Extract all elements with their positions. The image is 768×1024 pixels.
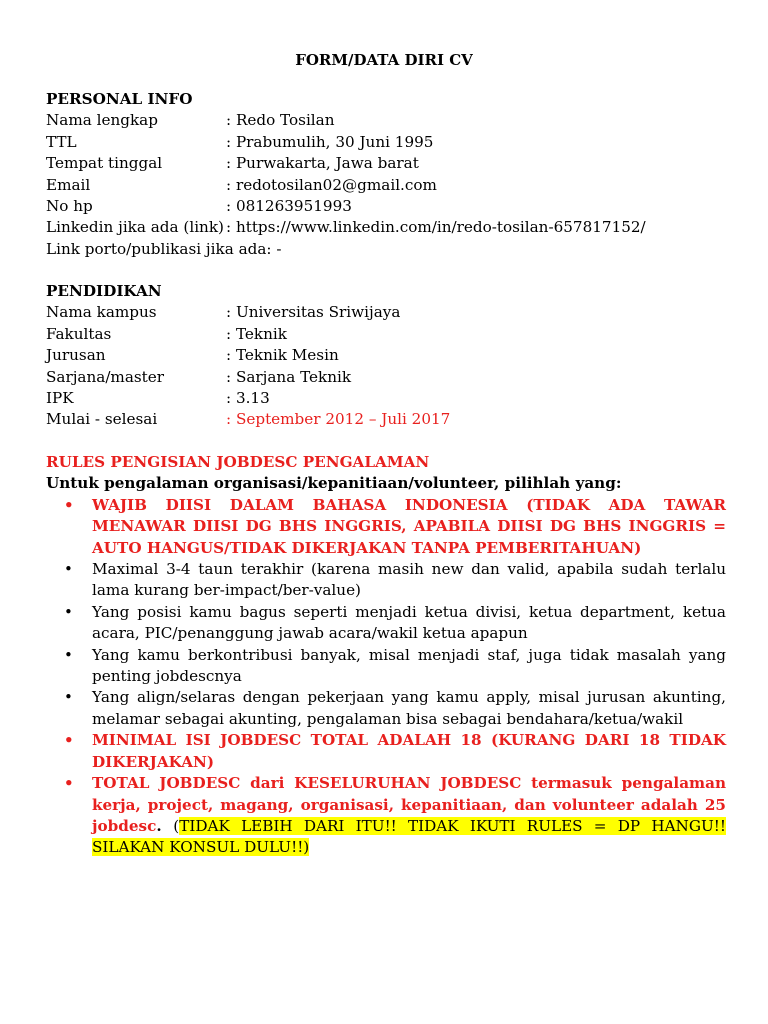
field-value: : redotosilan02@gmail.com	[226, 175, 437, 194]
list-item-text: TOTAL JOBDESC dari KESELURUHAN JOBDESC termasuk pengalaman kerja, project, magang, organisasi, kepanitiaan, dan volunteer adalah 25 jobdesc	[92, 774, 726, 835]
pendidikan-heading: PENDIDIKAN	[46, 282, 162, 300]
field-label: TTL	[46, 132, 77, 151]
bullet-icon: •	[64, 731, 74, 750]
field-row-ttl	[46, 132, 726, 153]
field-label: Sarjana/master	[46, 367, 165, 386]
field-row-sarjana	[46, 367, 726, 388]
rules-list	[46, 495, 726, 859]
field-label: Mulai - selesai	[46, 410, 158, 429]
bullet-icon: •	[64, 645, 73, 664]
period-text: .	[156, 816, 162, 835]
field-row-fakultas	[46, 324, 726, 345]
field-label: Fakultas	[46, 324, 112, 343]
field-row-nama	[46, 110, 726, 131]
list-item-text: MINIMAL ISI JOBDESC TOTAL ADALAH 18 (KURANG DARI 18 TIDAK DIKERJAKAN)	[92, 731, 726, 771]
field-value: : 3.13	[226, 389, 270, 408]
field-label: Linkedin jika ada (link)	[46, 218, 224, 237]
field-value: : Teknik Mesin	[226, 346, 339, 365]
field-row-kampus	[46, 302, 726, 323]
personal-info-heading: PERSONAL INFO	[46, 90, 193, 108]
list-item	[46, 687, 726, 730]
field-row-email	[46, 175, 726, 196]
field-value: : Universitas Sriwijaya	[226, 303, 401, 322]
list-item-text: Maximal 3-4 taun terakhir (karena masih new dan valid, apabila sudah terlalu lama kurang ber-impact/ber-value)	[92, 560, 726, 600]
field-value: : Redo Tosilan	[226, 111, 335, 130]
personal-info-section	[46, 89, 726, 260]
field-row-no-hp	[46, 196, 726, 217]
field-label: Nama kampus	[46, 303, 157, 322]
field-value: : Sarjana Teknik	[226, 367, 352, 386]
field-label: Jurusan	[46, 346, 106, 365]
rules-subheading: Untuk pengalaman organisasi/kepanitiaan/volunteer, pilihlah yang:	[46, 474, 622, 493]
field-row-linkedin	[46, 217, 726, 238]
bullet-icon: •	[64, 560, 73, 579]
list-item-text: Yang posisi kamu bagus seperti menjadi ketua divisi, ketua department, ketua acara, PIC/penanggung jawab acara/wakil ketua apapun	[92, 602, 726, 643]
field-value: : 081263951993	[226, 197, 352, 216]
field-label: No hp	[46, 197, 93, 216]
field-row-jurusan	[46, 345, 726, 366]
field-label: Tempat tinggal	[46, 154, 163, 173]
field-label: Nama lengkap	[46, 111, 158, 130]
list-item	[46, 645, 726, 688]
field-value: : https://www.linkedin.com/in/redo-tosilan-657817152/	[226, 218, 646, 237]
list-item	[46, 495, 726, 559]
porto-line: Link porto/publikasi jika ada: -	[46, 239, 282, 258]
field-value-colon: :	[226, 410, 236, 429]
field-value: : Teknik	[226, 324, 287, 343]
rules-section	[46, 452, 726, 859]
list-item-text: WAJIB DIISI DALAM BAHASA INDONESIA (TIDAK ADA TAWAR MENAWAR DIISI DG BHS INGGRIS, APABILA DIISI DG BHS INGGRIS = AUTO HANGUS/TIDAK DIKERJAKAN TANPA PEMBERITAHUAN)	[92, 495, 726, 557]
field-value: : Purwakarta, Jawa barat	[226, 154, 419, 173]
bullet-icon: •	[64, 688, 73, 707]
document-title: FORM/DATA DIRI CV	[295, 51, 473, 69]
list-item-text: Yang kamu berkontribusi banyak, misal menjadi staf, juga tidak masalah yang penting jobdescnya	[92, 645, 726, 686]
field-value: : Prabumulih, 30 Juni 1995	[226, 132, 434, 151]
list-item-text: Yang align/selaras dengan pekerjaan yang kamu apply, misal jurusan akunting, melamar sebagai akunting, pengalaman bisa sebagai bendahara/ketua/wakil	[92, 688, 726, 728]
list-item	[46, 602, 726, 645]
rules-heading: RULES PENGISIAN JOBDESC PENGALAMAN	[46, 453, 430, 471]
bullet-icon: •	[64, 774, 74, 793]
list-item	[46, 730, 726, 773]
field-row-tempat-tinggal	[46, 153, 726, 174]
field-label: IPK	[46, 389, 74, 408]
bullet-icon: •	[64, 602, 73, 621]
list-item	[46, 559, 726, 602]
paren-open-text: (	[173, 816, 180, 835]
field-row-periode	[46, 409, 726, 430]
field-label: Email	[46, 175, 91, 194]
pendidikan-section	[46, 281, 726, 431]
list-item-total-jobdesc	[46, 773, 726, 859]
bullet-icon: •	[64, 495, 74, 514]
field-value-period: September 2012 – Juli 2017	[235, 410, 451, 429]
highlighted-warning-text: TIDAK LEBIH DARI ITU!! TIDAK IKUTI RULES = DP HANGU!! SILAKAN KONSUL DULU!!)	[92, 816, 726, 857]
field-row-ipk	[46, 388, 726, 409]
